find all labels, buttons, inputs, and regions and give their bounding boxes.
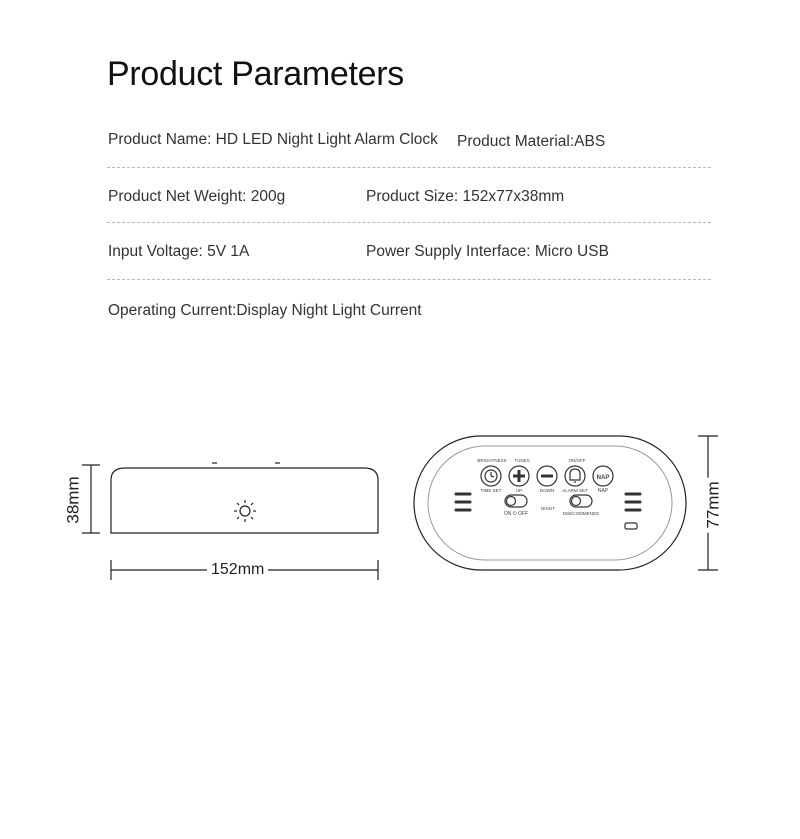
dim-label-width: 152mm xyxy=(207,561,268,579)
label-nap: NAP xyxy=(596,475,610,481)
label-down: DOWN xyxy=(539,488,555,493)
param-product-size: Product Size: 152x77x38mm xyxy=(366,188,565,205)
usb-port xyxy=(625,523,637,529)
label-switch-on-off: ON ⏻ OFF xyxy=(503,511,529,517)
label-brightness: BRIGHTNESS xyxy=(477,458,507,463)
switch-on-off xyxy=(505,495,527,507)
param-input-voltage: Input Voltage: 5V 1A xyxy=(108,243,250,260)
label-night: NIGHT xyxy=(541,506,555,511)
switch-dim xyxy=(570,495,592,507)
label-onoff: ON/OFF xyxy=(568,458,586,463)
button-alarm-set xyxy=(565,466,585,486)
button-time-set xyxy=(481,466,501,486)
label-up: UP xyxy=(515,488,523,493)
label-time-set: TIME SET xyxy=(480,488,502,493)
param-product-name: Product Name: HD LED Night Light Alarm Clock xyxy=(108,131,438,148)
label-tunes: TUNES xyxy=(514,458,530,463)
param-power-interface: Power Supply Interface: Micro USB xyxy=(366,243,609,260)
page-title: Product Parameters xyxy=(107,55,404,93)
param-operating-current: Operating Current:Display Night Light Current xyxy=(108,302,422,319)
label-nap-below: NAP xyxy=(597,488,609,494)
dim-label-depth: 77mm xyxy=(704,477,724,532)
side-view xyxy=(111,463,378,533)
param-product-material: Product Material:ABS xyxy=(457,133,606,150)
button-up xyxy=(509,466,529,486)
param-net-weight: Product Net Weight: 200g xyxy=(108,188,286,205)
label-alarm-set: ALARM SET xyxy=(562,488,588,493)
speaker-grill-right xyxy=(626,494,640,510)
front-view xyxy=(414,436,686,570)
speaker-grill-left xyxy=(456,494,470,510)
button-down xyxy=(537,466,557,486)
front-view-outer xyxy=(414,436,686,570)
height-dimension xyxy=(82,465,100,533)
label-dim-comment: DIM/COMMENDS xyxy=(562,511,600,516)
sun-icon xyxy=(234,500,256,522)
dim-label-height: 38mm xyxy=(64,472,84,527)
